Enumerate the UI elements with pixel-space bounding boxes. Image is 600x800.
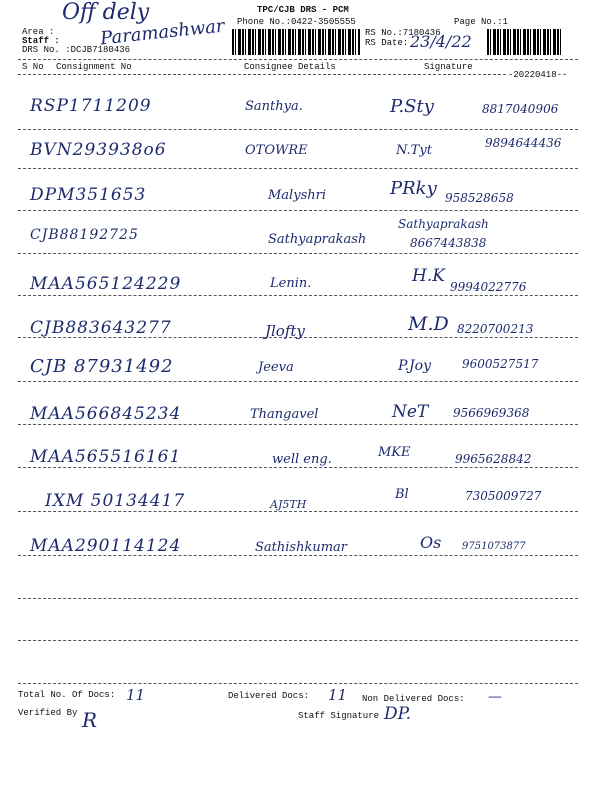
signature: NeT xyxy=(392,402,429,422)
signature: Os xyxy=(420,533,442,552)
phone: 8667443838 xyxy=(410,236,487,250)
consignee-name: Sathishkumar xyxy=(255,540,347,555)
verified-by-handwriting: R xyxy=(82,708,98,732)
phone: 9751073877 xyxy=(462,541,526,552)
phone: 9894644436 xyxy=(485,136,562,150)
rs-barcode xyxy=(487,29,561,55)
col-date-code: -20220418-- xyxy=(508,70,568,80)
phone: 8220700213 xyxy=(457,322,534,336)
rs-date-label: RS Date: xyxy=(365,38,409,48)
phone: 9965628842 xyxy=(455,452,532,466)
header-divider-bottom xyxy=(18,74,506,75)
consignee-name: OTOWRE xyxy=(245,143,308,158)
signature: Sathyaprakash xyxy=(398,217,489,231)
consignee-name: Santhya. xyxy=(245,99,303,114)
signature: MKE xyxy=(378,445,411,460)
consignment-number: MAA290114124 xyxy=(30,536,182,556)
consignment-number: MAA565124229 xyxy=(30,274,182,294)
staff-label: Staff : xyxy=(22,36,60,46)
phone: 7305009727 xyxy=(465,489,542,503)
row-divider xyxy=(18,683,578,684)
consignee-name: Malyshri xyxy=(268,188,326,203)
area-label: Area : xyxy=(22,27,55,37)
total-docs-label: Total No. Of Docs: xyxy=(18,690,116,700)
signature: P.Joy xyxy=(398,358,431,374)
staff-handwriting: Paramashwar xyxy=(99,15,226,50)
consignment-number: BVN293938o6 xyxy=(30,140,167,160)
consignee-name: Jeeva xyxy=(258,360,294,375)
delivered-docs-handwriting: 11 xyxy=(328,686,348,704)
col-consignee: Consignee Details xyxy=(244,62,336,72)
row-divider xyxy=(18,598,578,599)
header-divider-top xyxy=(18,59,578,60)
phone: 8817040906 xyxy=(482,102,559,116)
consignment-number: MAA566845234 xyxy=(30,404,182,424)
signature: PRky xyxy=(390,178,437,199)
non-delivered-docs-label: Non Delivered Docs: xyxy=(362,694,465,704)
row-divider xyxy=(18,295,578,296)
row-divider xyxy=(18,210,578,211)
consignment-number: RSP1711209 xyxy=(30,96,152,116)
consignee-name: well eng. xyxy=(272,452,332,467)
consignment-number: CJB 87931492 xyxy=(30,356,174,377)
signature: P.Sty xyxy=(390,96,434,117)
drs-barcode xyxy=(232,29,360,55)
phone: 958528658 xyxy=(445,191,514,205)
row-divider xyxy=(18,424,578,425)
row-divider xyxy=(18,168,578,169)
page-number: Page No.:1 xyxy=(454,17,509,27)
verified-by-label: Verified By xyxy=(18,708,78,718)
row-divider xyxy=(18,467,578,468)
row-divider xyxy=(18,381,578,382)
signature: H.K xyxy=(412,266,445,286)
consignment-number: IXM 50134417 xyxy=(45,491,186,511)
phone: 9600527517 xyxy=(462,357,539,371)
row-divider xyxy=(18,640,578,641)
consignee-name: AJ5TH xyxy=(270,498,307,511)
delivered-docs-label: Delivered Docs: xyxy=(228,691,310,701)
row-divider xyxy=(18,253,578,254)
consignee-name: Lenin. xyxy=(270,276,312,291)
non-delivered-handwriting: — xyxy=(488,689,502,705)
signature: Bl xyxy=(395,487,409,502)
consignee-name: Sathyaprakash xyxy=(268,232,367,247)
row-divider xyxy=(18,129,578,130)
phone: 9994022776 xyxy=(450,280,527,294)
consignment-number: DPM351653 xyxy=(30,185,147,205)
col-consignment: Consignment No xyxy=(56,62,132,72)
consignment-number: MAA565516161 xyxy=(30,447,182,467)
col-signature: Signature xyxy=(424,62,473,72)
row-divider xyxy=(18,511,578,512)
signature: M.D xyxy=(408,313,449,335)
rs-date-handwriting: 23/4/22 xyxy=(410,32,472,51)
consignment-number: CJB883643277 xyxy=(30,318,172,338)
consignee-name: Jlofty xyxy=(265,322,305,340)
staff-signature-handwriting: DP. xyxy=(384,704,412,724)
consignee-name: Thangavel xyxy=(250,407,319,422)
phone-number: Phone No.:0422-3505555 xyxy=(237,17,356,27)
drs-number: DRS No. :DCJB7180436 xyxy=(22,45,131,55)
rs-number: RS No.:7180436 xyxy=(365,28,441,38)
report-title: TPC/CJB DRS - PCM xyxy=(257,5,349,15)
phone: 9566969368 xyxy=(453,406,530,420)
col-sno: S No xyxy=(22,62,44,72)
signature: N.Tyt xyxy=(396,143,432,158)
total-docs-handwriting: 11 xyxy=(126,686,146,704)
area-handwriting: Off dely xyxy=(62,0,150,25)
staff-signature-label: Staff Signature xyxy=(298,711,380,721)
consignment-number: CJB88192725 xyxy=(30,227,139,243)
